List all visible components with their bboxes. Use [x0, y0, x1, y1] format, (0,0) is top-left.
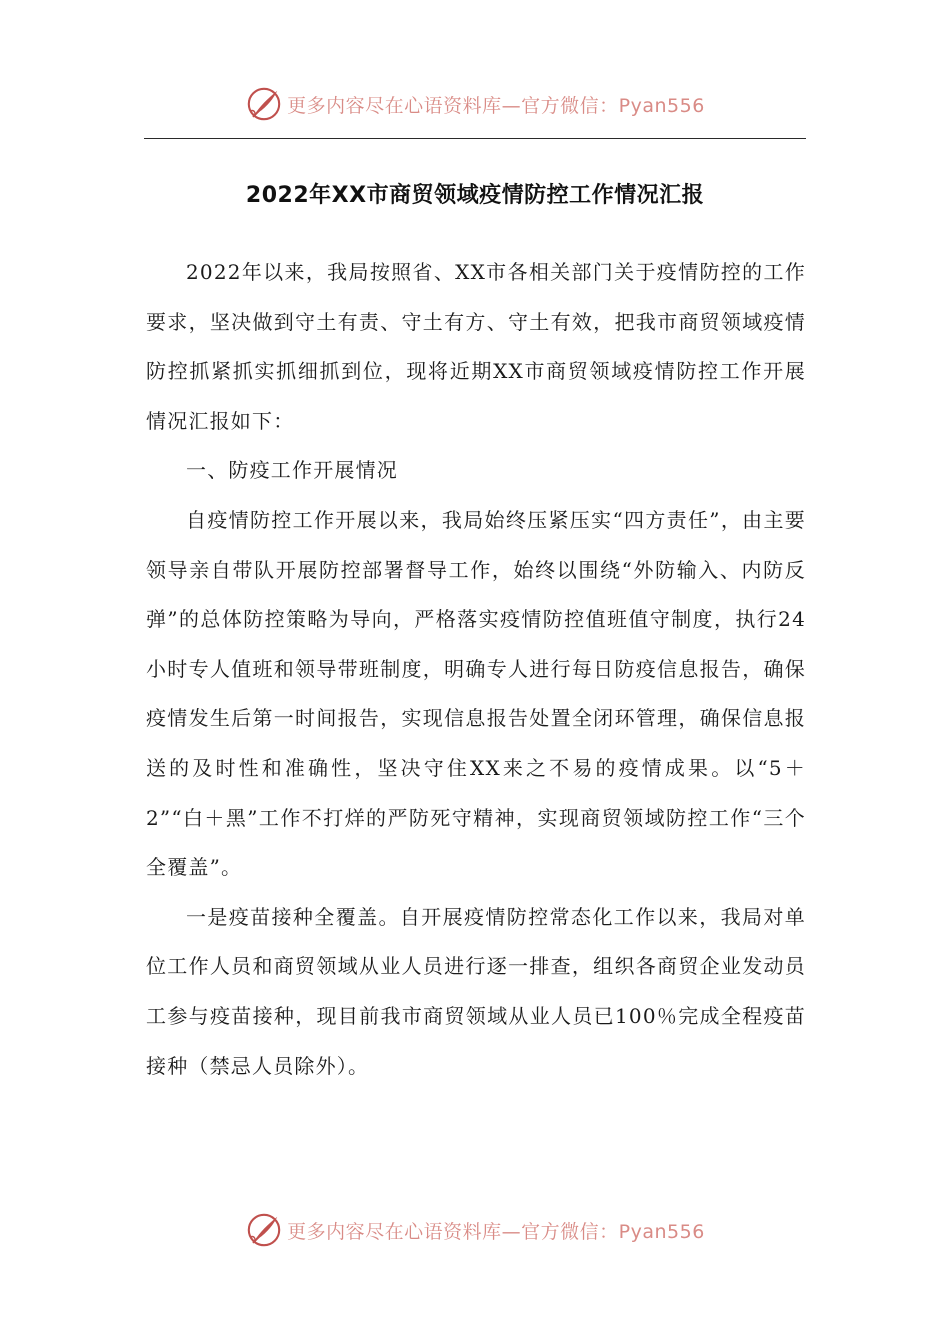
quill-pen-logo-icon	[245, 85, 283, 123]
footer-watermark	[0, 1210, 950, 1250]
watermark-text: 更多内容尽在心语资料库—官方微信：Pyan556	[287, 1220, 705, 1243]
document-title: 2022年XX市商贸领域疫情防控工作情况汇报	[245, 183, 705, 208]
document-body	[146, 248, 806, 1091]
header-watermark	[0, 84, 950, 124]
paragraph-intro: 2022年以来，我局按照省、XX市各相关部门关于疫情防控的工作要求，坚决做到守土有责、守土有方、守土有效，把我市商贸领域疫情防控抓紧抓实抓细抓到位，现将近期XX市商贸领域疫情防控工作开展情况汇报如下：	[146, 260, 806, 433]
section-heading: 一、防疫工作开展情况	[186, 458, 398, 483]
watermark-text: 更多内容尽在心语资料库—官方微信：Pyan556	[287, 94, 705, 117]
header-rule	[144, 138, 806, 139]
paragraph-overview: 自疫情防控工作开展以来，我局始终压紧压实“四方责任”，由主要领导亲自带队开展防控部署督导工作，始终以围绕“外防输入、内防反弹”的总体防控策略为导向，严格落实疫情防控值班值守制度，执行24小时专人值班和领导带班制度，明确专人进行每日防疫信息报告，确保疫情发生后第一时间报告，实现信息报告处置全闭环管理，确保信息报送的及时性和准确性，坚决守住XX来之不易的疫情成果。以“5＋2”“白＋黑”工作不打烊的严防死守精神，实现商贸领域防控工作“三个全覆盖”。	[146, 507, 806, 880]
paragraph-vaccination: 一是疫苗接种全覆盖。自开展疫情防控常态化工作以来，我局对单位工作人员和商贸领域从业人员进行逐一排查，组织各商贸企业发动员工参与疫苗接种，现目前我市商贸领域从业人员已100％完成全程疫苗接种（禁忌人员除外）。	[146, 904, 806, 1078]
quill-pen-logo-icon	[245, 1211, 283, 1249]
